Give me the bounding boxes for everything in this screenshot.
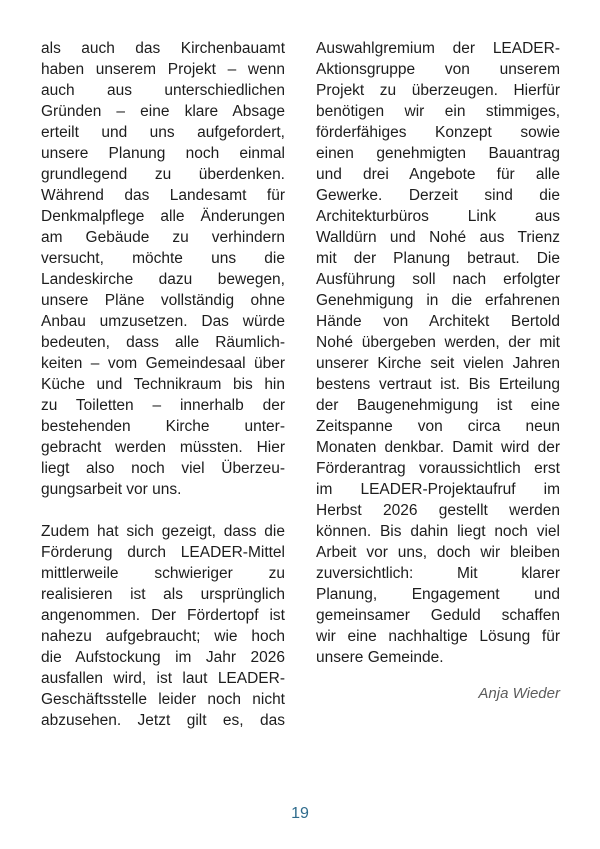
text-line: die Aufstockung im Jahr 2026 — [41, 649, 285, 666]
text-line: können. Bis dahin liegt noch viel — [316, 523, 560, 540]
text-line: mittlerweile schwieriger zu — [41, 565, 285, 582]
text-line: als auch das Kirchenbauamt — [41, 40, 285, 57]
text-line: realisieren ist als ursprünglich — [41, 586, 285, 603]
text-line: liegt also noch viel Überzeu- — [41, 460, 285, 477]
text-line: und drei Angebote für alle — [316, 166, 560, 183]
text-line: Projekt zu überzeugen. Hierfür — [316, 82, 560, 99]
text-line: unsere Pläne vollständig ohne — [41, 292, 285, 309]
text-columns — [41, 38, 560, 731]
page-number: 19 — [291, 805, 309, 822]
text-line: unsere Planung noch einmal — [41, 145, 285, 162]
text-line: haben unserem Projekt – wenn — [41, 61, 285, 78]
text-line: der Baugenehmigung ist eine — [316, 397, 560, 414]
text-line: Hände von Architekt Bertold — [316, 313, 560, 330]
paragraph — [41, 38, 285, 500]
paragraph — [41, 521, 285, 731]
text-line: ausfallen wird, ist laut LEADER- — [41, 670, 285, 687]
text-line: unserer Kirche seit vielen Jahren — [316, 355, 560, 372]
text-line: gemeinsamer Geduld schaffen — [316, 607, 560, 624]
left-column-text — [41, 38, 285, 731]
text-line: bedeuten, dass alle Räumlich- — [41, 334, 285, 351]
text-line: benötigen wir ein stimmiges, — [316, 103, 560, 120]
text-line: grundlegend zu überdenken. — [41, 166, 285, 183]
text-line: Anbau umzusetzen. Das würde — [41, 313, 285, 330]
text-line: mit der Planung betraut. Die — [316, 250, 560, 267]
text-line: am Gebäude zu verhindern — [41, 229, 285, 246]
text-line: versucht, möchte uns die — [41, 250, 285, 267]
text-line: Monaten denkbar. Damit wird der — [316, 439, 560, 456]
text-line: Zudem hat sich gezeigt, dass die — [41, 523, 285, 540]
text-line: Auswahlgremium der LEADER- — [316, 40, 560, 57]
text-line: zu Toiletten – innerhalb der — [41, 397, 285, 414]
author-signature: Anja Wieder — [478, 685, 560, 702]
text-line: keiten – vom Gemeindesaal über — [41, 355, 285, 372]
text-line: Planung, Engagement und — [316, 586, 560, 603]
text-line: Architekturbüros Link aus — [316, 208, 560, 225]
text-line: bestens vertraut ist. Bis Erteilung — [316, 376, 560, 393]
text-line: Zeitspanne von circa neun — [316, 418, 560, 435]
text-line: Gewerke. Derzeit sind die — [316, 187, 560, 204]
text-line: gungsarbeit vor uns. — [41, 481, 182, 498]
text-line: förderfähiges Konzept sowie — [316, 124, 560, 141]
text-line: Förderantrag voraussichtlich erst — [316, 460, 560, 477]
text-line: im LEADER-Projektaufruf im — [316, 481, 560, 498]
text-line: auch aus unterschiedlichen — [41, 82, 285, 99]
left-column — [41, 38, 285, 731]
text-line: unsere Gemeinde. — [316, 649, 444, 666]
text-line: Landeskirche dazu bewegen, — [41, 271, 285, 288]
text-line: abzusehen. Jetzt gilt es, das — [41, 712, 285, 729]
text-line: erteilt und uns aufgefordert, — [41, 124, 285, 141]
text-line: Ausführung soll nach erfolgter — [316, 271, 560, 288]
text-line: zuversichtlich: Mit klarer — [316, 565, 560, 582]
text-line: wir eine nachhaltige Lösung für — [316, 628, 560, 645]
paragraph — [316, 38, 560, 668]
text-line: Küche und Technikraum bis hin — [41, 376, 285, 393]
text-line: einen genehmigten Bauantrag — [316, 145, 560, 162]
text-line: Nohé übergeben werden, der mit — [316, 334, 560, 351]
text-line: Herbst 2026 gestellt werden — [316, 502, 560, 519]
text-line: Walldürn und Nohé aus Trienz — [316, 229, 560, 246]
text-line: gebracht werden müssten. Hier — [41, 439, 285, 456]
text-line: Arbeit vor uns, doch wir bleiben — [316, 544, 560, 561]
text-line: Gründen – eine klare Absage — [41, 103, 285, 120]
page-footer — [0, 803, 600, 824]
text-line: Denkmalpflege alle Änderungen — [41, 208, 285, 225]
right-column — [316, 38, 560, 731]
text-line: Während das Landesamt für — [41, 187, 285, 204]
text-line: angenommen. Der Fördertopf ist — [41, 607, 285, 624]
text-line: Förderung durch LEADER-Mittel — [41, 544, 285, 561]
text-line: Geschäftsstelle leider noch nicht — [41, 691, 285, 708]
text-line: Aktionsgruppe von unserem — [316, 61, 560, 78]
text-line: Genehmigung in die erfahrenen — [316, 292, 560, 309]
right-column-text — [316, 38, 560, 668]
text-line: nahezu aufgebraucht; wie hoch — [41, 628, 285, 645]
text-line: bestehenden Kirche unter- — [41, 418, 285, 435]
